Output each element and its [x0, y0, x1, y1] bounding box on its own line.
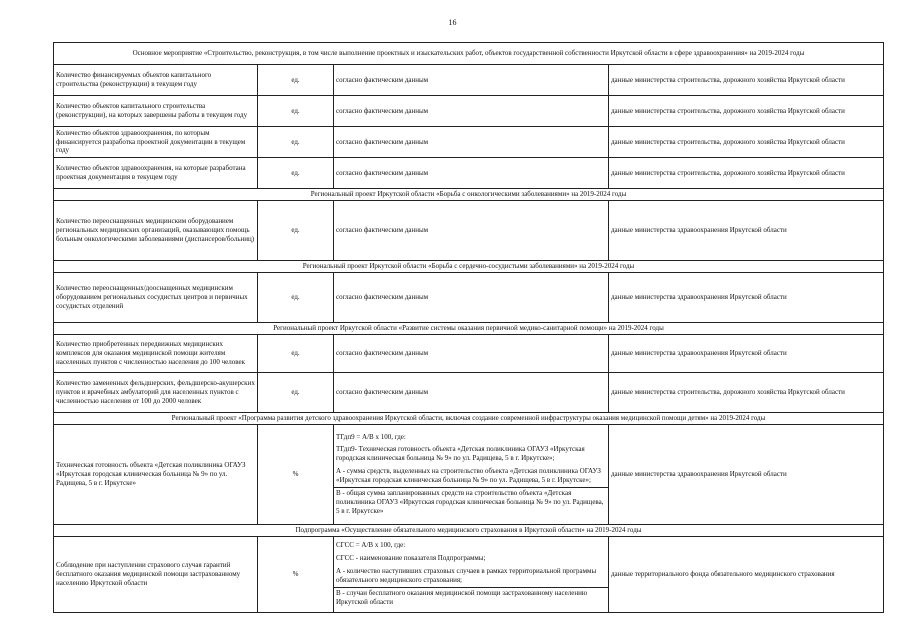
formula-line: В - случаи бесплатного оказания медицинской помощи застрахованному населению Иркутской области — [336, 589, 588, 607]
data-source: данные министерства строительства, дорожного хозяйства Иркутской области — [609, 65, 884, 96]
data-source: данные министерства строительства, дорожного хозяйства Иркутской области — [609, 372, 884, 412]
table-row — [54, 158, 884, 189]
indicator-name: Количество объектов капитального строительства (реконструкции), на которых завершены работы в текущем году — [54, 96, 258, 127]
section-header — [54, 412, 884, 424]
page-number: 16 — [448, 18, 457, 27]
table-row — [54, 200, 884, 260]
calculation-method: согласно фактическим данным — [334, 372, 609, 412]
section-title: Региональный проект Иркутской области «Развитие системы оказания первичной медико-санитарной помощи» на 2019-2024 годы — [54, 322, 884, 334]
section-header — [54, 260, 884, 272]
indicator-name: Количество объектов здравоохранения, на которые разработана проектная документация в текущем году — [54, 158, 258, 189]
formula: СГСС = А/В х 100, где: — [336, 541, 406, 550]
table-row — [54, 96, 884, 127]
calculation-method: согласно фактическим данным — [334, 65, 609, 96]
formula-line: А - сумма средств, выделенных на строительство объекта «Детская поликлиника ОГАУЗ «Иркутская городская клиническая больница № 9» по ул. Радищева, 5 в г. Иркутске»; — [336, 467, 601, 485]
section-header — [54, 524, 884, 536]
indicator-name: Техническая готовность объекта «Детская поликлиника ОГАУЗ «Иркутская городская клиническая больница № 9» по ул. Радищева, 5 в г. Иркутске» — [54, 424, 258, 524]
calculation-method: согласно фактическим данным — [334, 127, 609, 158]
table-row — [54, 65, 884, 96]
unit: ед. — [258, 372, 334, 412]
table-row — [54, 536, 884, 612]
unit: % — [258, 536, 334, 612]
section-header — [54, 43, 884, 65]
data-source: данные министерства строительства, дорожного хозяйства Иркутской области — [609, 96, 884, 127]
section-title: Подпрограмма «Осуществление обязательного медицинского страхования в Иркутской области» на 2019-2024 годы — [54, 524, 884, 536]
section-title: Региональный проект «Программа развития детского здравоохранения Иркутской области, включая создание современной инфраструктуры оказания медицинской помощи детям» на 2019-2024 годы — [54, 412, 884, 424]
formula-line: СГСС - наименование показателя Подпрограммы; — [336, 554, 486, 563]
formula-line: В - общая сумма запланированных средств на строительство объекта «Детская поликлиника ОГАУЗ «Иркутская городская клиническая больница № 9» по ул. Радищева, 5 в г. Иркутске» — [336, 489, 604, 516]
data-source: данные территориального фонда обязательного медицинского страхования — [609, 536, 884, 612]
unit: ед. — [258, 158, 334, 189]
calculation-method: согласно фактическим данным — [334, 334, 609, 372]
section-title: Региональный проект Иркутской области «Борьба с сердечно-сосудистыми заболеваниями» на 2019-2024 годы — [54, 260, 884, 272]
data-source: данные министерства строительства, дорожного хозяйства Иркутской области — [609, 158, 884, 189]
indicator-name: Количество объектов здравоохранения, по которым финансируется разработка проектной документации в текущем году — [54, 127, 258, 158]
unit: ед. — [258, 200, 334, 260]
table-row — [54, 272, 884, 322]
calculation-method: согласно фактическим данным — [334, 96, 609, 127]
section-header — [54, 189, 884, 201]
calculation-method: согласно фактическим данным — [334, 158, 609, 189]
formula-line: ТГдп9- Техническая готовность объекта «Детская поликлиника ОГАУЗ «Иркутская городская клиническая больница № 9» по ул. Радищева, 5 в г. Иркутске»; — [336, 445, 585, 463]
table-row — [54, 334, 884, 372]
unit: % — [258, 424, 334, 524]
data-source: данные министерства здравоохранения Иркутской области — [609, 334, 884, 372]
section-title: Основное мероприятие «Строительство, реконструкция, в том числе выполнение проектных и изыскательских работ, объектов государственной собственности Иркутской области в сфере здравоохранения» на 2019-2024 годы — [54, 43, 884, 65]
unit: ед. — [258, 96, 334, 127]
unit: ед. — [258, 272, 334, 322]
indicator-name: Количество переоснащенных медицинским оборудованием региональных медицинских организаций, оказывающих помощь больным онкологическими заболеваниями (диспансеров/больниц) — [54, 200, 258, 260]
formula: ТГдп9 = А/В х 100, где: — [336, 432, 406, 441]
data-source: данные министерства здравоохранения Иркутской области — [609, 272, 884, 322]
indicator-name: Количество переоснащенных/дооснащенных медицинским оборудованием региональных сосудистых центров и первичных сосудистых отделений — [54, 272, 258, 322]
calculation-method: согласно фактическим данным — [334, 200, 609, 260]
table-row — [54, 372, 884, 412]
indicator-name: Соблюдение при наступлении страхового случая гарантий бесплатного оказания медицинской помощи застрахованному населению Иркутской области — [54, 536, 258, 612]
data-source: данные министерства здравоохранения Иркутской области — [609, 424, 884, 524]
formula-line: А - количество наступивших страховых случаев в рамках территориальной программы обязательного медицинского страхования; — [336, 567, 597, 585]
calculation-method: согласно фактическим данным — [334, 272, 609, 322]
data-source: данные министерства здравоохранения Иркутской области — [609, 200, 884, 260]
section-title: Региональный проект Иркутской области «Борьба с онкологическими заболеваниями» на 2019-2024 годы — [54, 189, 884, 201]
table-row — [54, 424, 884, 524]
divider — [334, 587, 608, 588]
divider — [334, 487, 608, 488]
indicator-name: Количество приобретенных передвижных медицинских комплексов для оказания медицинской помощи жителям населенных пунктов с численностью населения до 100 человек — [54, 334, 258, 372]
data-source: данные министерства строительства, дорожного хозяйства Иркутской области — [609, 127, 884, 158]
unit: ед. — [258, 334, 334, 372]
indicator-name: Количество финансируемых объектов капитального строительства (реконструкции) в текущем году — [54, 65, 258, 96]
unit: ед. — [258, 127, 334, 158]
table-row — [54, 127, 884, 158]
indicator-name: Количество замененных фельдшерских, фельдшерско-акушерских пунктов и врачебных амбулаторий для населенных пунктов с численностью населения от 100 до 2000 человек — [54, 372, 258, 412]
calculation-formula — [334, 424, 609, 524]
indicators-table — [53, 42, 884, 613]
unit: ед. — [258, 65, 334, 96]
calculation-formula — [334, 536, 609, 612]
section-header — [54, 322, 884, 334]
